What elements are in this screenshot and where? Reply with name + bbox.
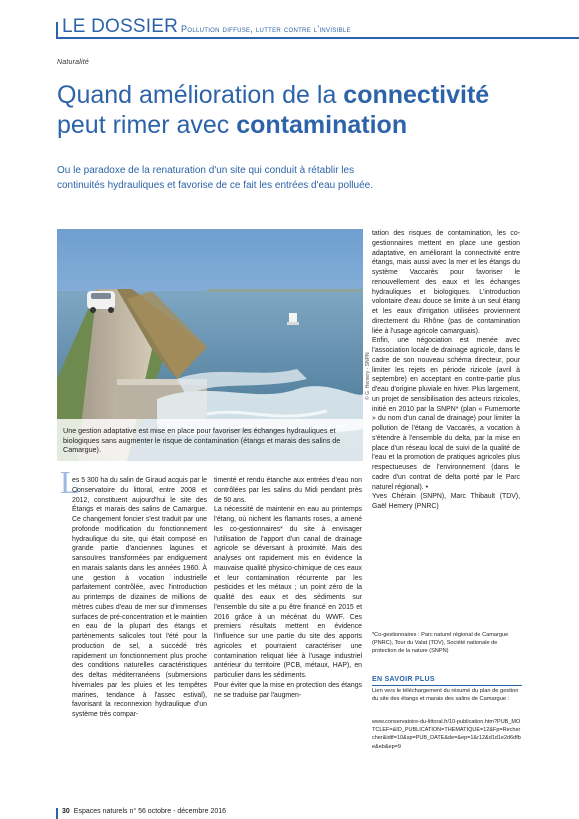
headline-line2: peut rimer avec contamination [57, 111, 408, 139]
paragraph: La nécessité de maintenir en eau au printemps l'étang, où nichent les flamants roses, a amené les co-gestionnaires* du site à envisager l'utilisation de l'apport d'un canal de drainage agricole se déversant à proximité. Mais des analyses ont rapidement mis en évidence la mauvaise qualité physico-chimique de ces eaux et leur contamination récurrente par les pesticides et les métaux ; un point zéro de la qualité des eaux et des sédiments sur l'ensemble du site a pu être financé en 2015 et 2016 grâce à un mécénat du WWF. Ces premiers résultats mettent en évidence l'influence sur une partie du site des apports agricoles et pourraient caractériser une contamination reliquat liée à l'usage industriel antérieur du territoire (PCB, métaux, HAP), en particulier dans les sédiments. [214, 506, 362, 679]
header-rule [56, 37, 579, 39]
more-info-text: Lien vers le téléchargement du résumé du plan de gestion du site des étangs et marais des salins de Camargue : [372, 688, 519, 702]
drop-cap: L [60, 464, 80, 500]
section-subtitle: Pollution diffuse, lutter contre l'invisible [181, 24, 351, 34]
section-title: LE DOSSIER [62, 16, 179, 37]
article-headline [57, 80, 527, 140]
paragraph: tation des risques de contamination, les co-gestionnaires mettent en place une gestion adaptative, en améliorant la connectivité entre étangs, mais aussi avec la mer et les étangs du système Vaccarès pour favoriser le renouvellement des eaux et les échanges hydrauliques et biologiques. L'introduction volontaire d'eau douce se limite à un seul étang et les eaux d'irrigation utilisées proviennent directement du Rhône (pas de contamination liée à l'usage agricole camarguais). [372, 230, 520, 335]
paragraph: timenté et rendu étanche aux entrées d'eau non contrôlées par les salins du Midi pendant près de 50 ans. [214, 477, 362, 504]
body-column-3 [372, 229, 520, 512]
more-info-link[interactable]: www.conservatoire-du-littoral.fr/10-publication.htm?PUB_MOTCLEF=&ID_PUBLICATION=THEMATIQUE=12&Fp=Rechercher&idtf=10&sp=PUB_DATE&de=&ep=1&r12&d1d1e2d6dfbe&eb&ep=9 [372, 719, 521, 750]
photo-credit: © G. Hemery - SNPN [365, 352, 371, 400]
more-info-rule [372, 685, 522, 686]
page-footer [62, 808, 226, 815]
headline-line1: Quand amélioration de la connectivité [57, 81, 490, 109]
footer-accent-bar [56, 808, 58, 819]
paragraph: Enfin, une négociation est menée avec l'association locale de drainage agricole, dans le cadre de son nouveau schéma directeur, pour limiter les rejets en période rizicole (avril à septembre) en acceptant en contre-partie plus d'eau d'origine pluviale en hiver. Plus largement, un projet de sensibilisation des acteurs rizicoles, initié en 2010 par la SNPN* (plan « Fumemorte » du nom d'un canal de drainage) pour limiter la pollution de l'étang de Vaccarès, a vocation à s'étendre à l'ensemble du delta, par la mise en place d'un réseau local de suivi de la qualité de l'eau et la promotion de pratiques agricoles plus respectueuses de l'environnement (dans le cadre d'un contrat de delta porté par le Parc naturel régional). • [372, 337, 520, 491]
paragraph: es 5 300 ha du salin de Giraud acquis par le Conservatoire du littoral, entre 2008 et 2012, constituent aujourd'hui le site des Étangs et marais des salins de Camargue. Ce changement foncier s'est traduit par une profonde modification du fonctionnement hydraulique du site, qui était composé en grande partie d'anciennes lagunes et sansouïres transformées par endiguement en marais salants dans les années 1960. À une gestion à vocation industrielle parfaitement contrôlée, avec l'introduction au printemps de dizaines de millions de mètres cubes d'eau de mer sur d'immenses surfaces de pré-concentration et le maintien en eau de la plupart des étangs et partènements salicoles tout l'été pour la production de sel, a succédé très rapidement un fonctionnement plus proche des conditions naturelles caractéristiques des deltas méditerranéens (submersions hivernales par les pluies et les tempêtes marines, tendance à l'assec estival), favorisant la reconnexion hydraulique d'un système très compar- [72, 477, 207, 718]
footnote: *Co-gestionnaires : Parc naturel régional de Camargue (PNRC), Tour du Valat (TDV), Société nationale de protection de la nature (SNPN) [372, 632, 509, 654]
authors: Yves Chérain (SNPN), Marc Thibault (TDV), Gaël Hemery (PNRC) [372, 493, 520, 510]
more-info-heading: EN SAVOIR PLUS [372, 676, 435, 683]
photo-caption: Une gestion adaptative est mise en place pour favoriser les échanges hydrauliques et biologiques sans augmenter le risque de contamination (étangs et marais des salins de Camargue). [63, 426, 341, 454]
body-column-1 [72, 476, 207, 720]
section-header [62, 18, 579, 36]
publication-info: Espaces naturels n° 56 octobre - décembre 2016 [73, 808, 227, 815]
body-column-2 [214, 476, 362, 700]
page-number: 30 [62, 808, 70, 815]
article-lead: Ou le paradoxe de la renaturation d'un site qui conduit à rétablir les continuités hydrauliques et favorise de ce fait les entrées d'eau polluée. [57, 165, 373, 191]
paragraph: Pour éviter que la mise en protection des étangs ne se traduise par l'augmen- [214, 681, 362, 699]
rubric-label: Naturalité [57, 59, 89, 66]
